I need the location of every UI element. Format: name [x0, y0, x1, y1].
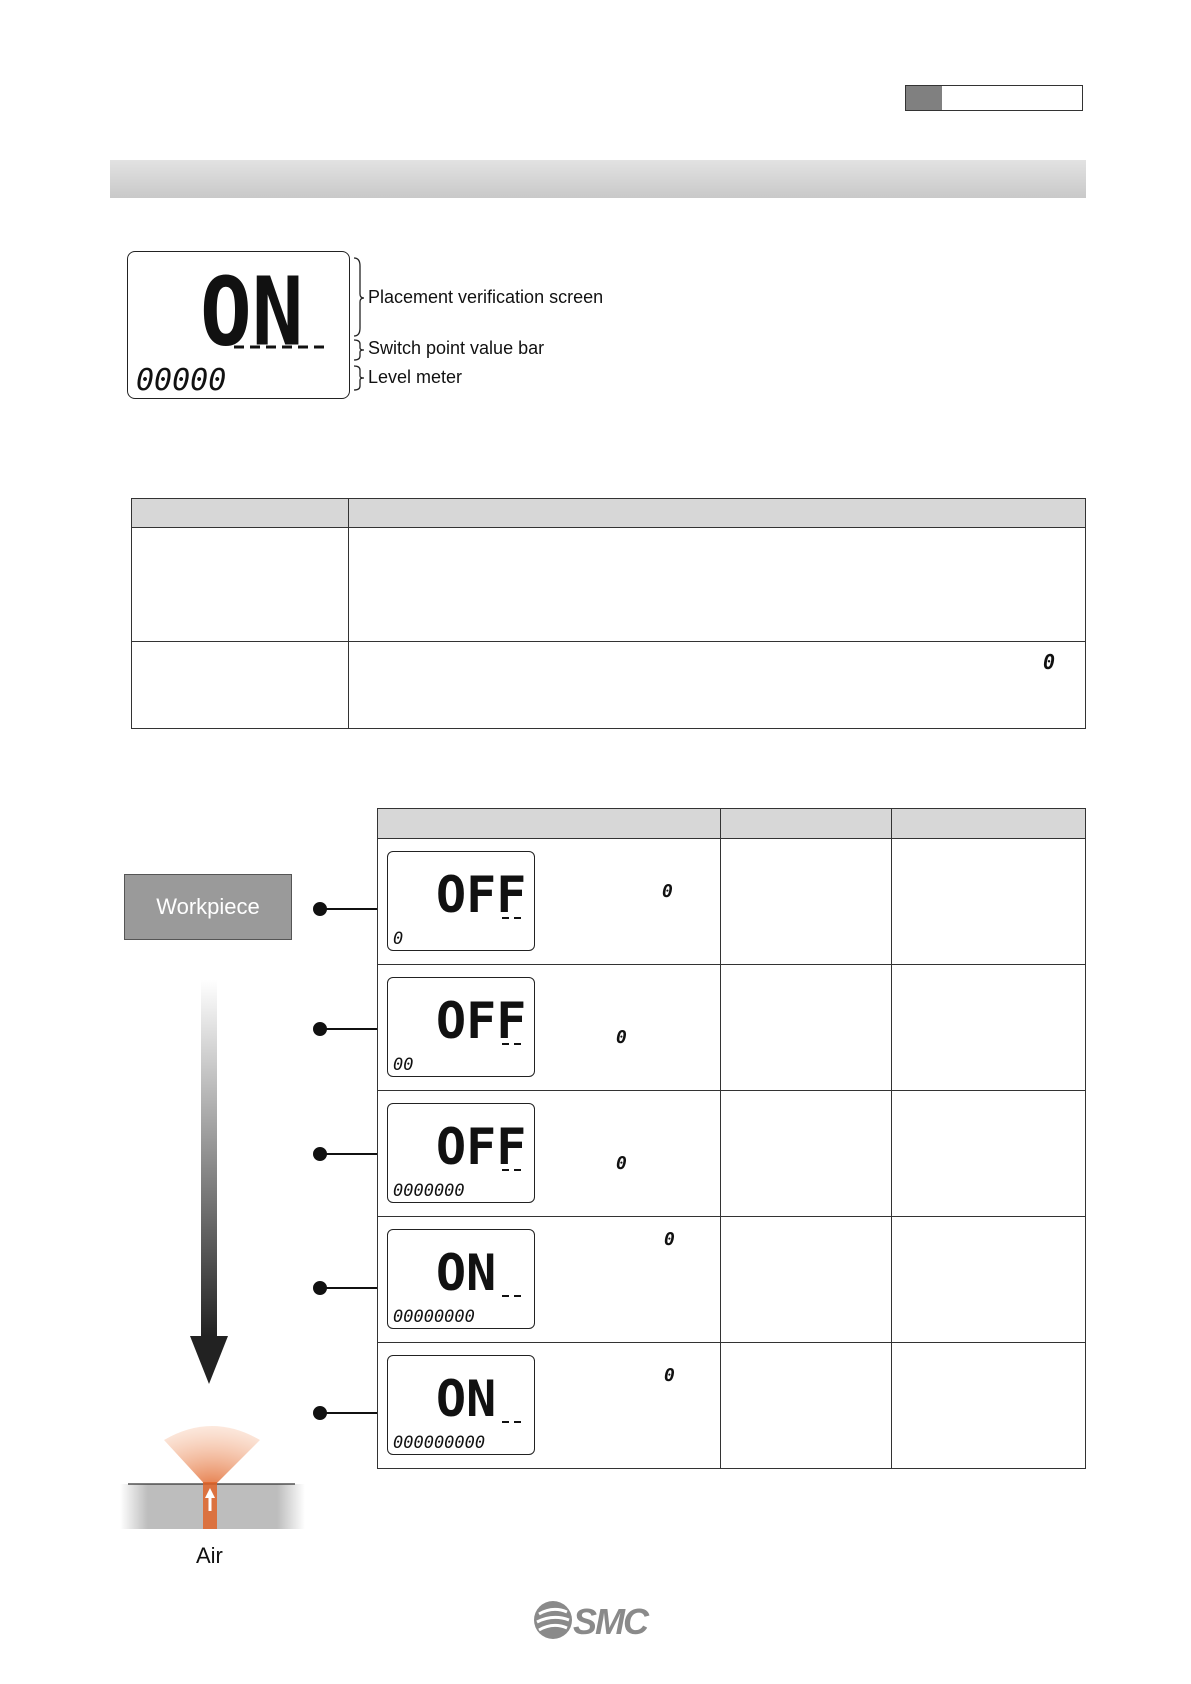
mini-lcd-status: OFF: [436, 1118, 527, 1176]
ex-row2-display-cell: [378, 965, 721, 1091]
lcd-display: [127, 251, 350, 399]
example-table: [377, 808, 1086, 1469]
table-row: [132, 642, 1086, 729]
lcd-display-graphic: [128, 252, 351, 400]
ex-row3-col2: [721, 1091, 892, 1217]
mini-lcd-level: 0000000: [393, 1181, 465, 1201]
description-table-header: [132, 499, 1086, 528]
ex-row4-col2: [721, 1217, 892, 1343]
mini-lcd: [387, 851, 535, 951]
desc-row1-item: [132, 528, 349, 642]
air-label: Air: [196, 1543, 223, 1568]
label-level-meter: Level meter: [368, 367, 463, 387]
ex-row4-digit-glyph: 0: [664, 1229, 675, 1250]
air-spray-icon: [164, 1426, 260, 1490]
mini-lcd: [387, 1103, 535, 1203]
mini-lcd-status: ON: [436, 1244, 497, 1302]
mini-lcd-status: OFF: [436, 866, 527, 924]
desc-row2-digit-glyph: 0: [1042, 650, 1055, 674]
ex-row1-col2: [721, 839, 892, 965]
smc-logo: [533, 1598, 663, 1644]
ex-row5-digit-glyph: 0: [664, 1365, 675, 1386]
mini-lcd: [387, 1229, 535, 1329]
table-row: [378, 839, 1086, 965]
ex-row2-digit-glyph: 0: [616, 1027, 627, 1048]
example-table-header: [378, 809, 1086, 839]
lcd-status-text: ON: [200, 257, 304, 368]
ex-row3-digit-glyph: 0: [616, 1153, 627, 1174]
mini-lcd-status: OFF: [436, 992, 527, 1050]
desc-header-item: [132, 499, 349, 528]
mini-lcd-level: 0: [393, 929, 404, 949]
page-tab-fill: [906, 86, 942, 110]
ex-row3-col3: [892, 1091, 1086, 1217]
page-tab: [905, 85, 1083, 111]
desc-row2-text: [349, 642, 1086, 729]
ex-row3-display-cell: [378, 1091, 721, 1217]
table-row: [378, 1217, 1086, 1343]
label-switch-point-bar: Switch point value bar: [368, 338, 545, 358]
desc-header-description: [349, 499, 1086, 528]
table-row: [378, 965, 1086, 1091]
smc-logo-icon: [534, 1601, 572, 1639]
ex-row1-col3: [892, 839, 1086, 965]
air-nozzle-illustration: [120, 1420, 305, 1535]
ex-row5-display-cell: [378, 1343, 721, 1469]
smc-logo-text: SMC: [573, 1601, 647, 1642]
mini-lcd: [387, 977, 535, 1077]
label-placement-screen: Placement verification screen: [368, 287, 604, 307]
mini-lcd: [387, 1355, 535, 1455]
table-row: [378, 1343, 1086, 1469]
ex-row2-col3: [892, 965, 1086, 1091]
ex-row5-col3: [892, 1343, 1086, 1469]
table-row: [132, 528, 1086, 642]
mini-lcd-level: 00: [393, 1055, 414, 1075]
ex-row1-display-cell: [378, 839, 721, 965]
mini-lcd-level: 000000000: [393, 1433, 486, 1453]
description-table: [131, 498, 1086, 729]
workpiece-box: Workpiece: [124, 874, 292, 940]
approach-arrow: [184, 980, 234, 1390]
ex-row2-col2: [721, 965, 892, 1091]
ex-row4-col3: [892, 1217, 1086, 1343]
ex-header-col2: [721, 809, 892, 839]
ex-header-display: [378, 809, 721, 839]
desc-row1-text: [349, 528, 1086, 642]
ex-row1-digit-glyph: 0: [662, 881, 673, 902]
row-connectors: [300, 880, 380, 1440]
ex-row4-display-cell: [378, 1217, 721, 1343]
section-header-bar: [110, 160, 1086, 198]
table-row: [378, 1091, 1086, 1217]
mini-lcd-level: 00000000: [393, 1307, 475, 1327]
desc-row2-item: [132, 642, 349, 729]
ex-header-col3: [892, 809, 1086, 839]
mini-lcd-status: ON: [436, 1370, 497, 1428]
ex-row5-col2: [721, 1343, 892, 1469]
lcd-level-meter: 00000: [136, 363, 227, 398]
